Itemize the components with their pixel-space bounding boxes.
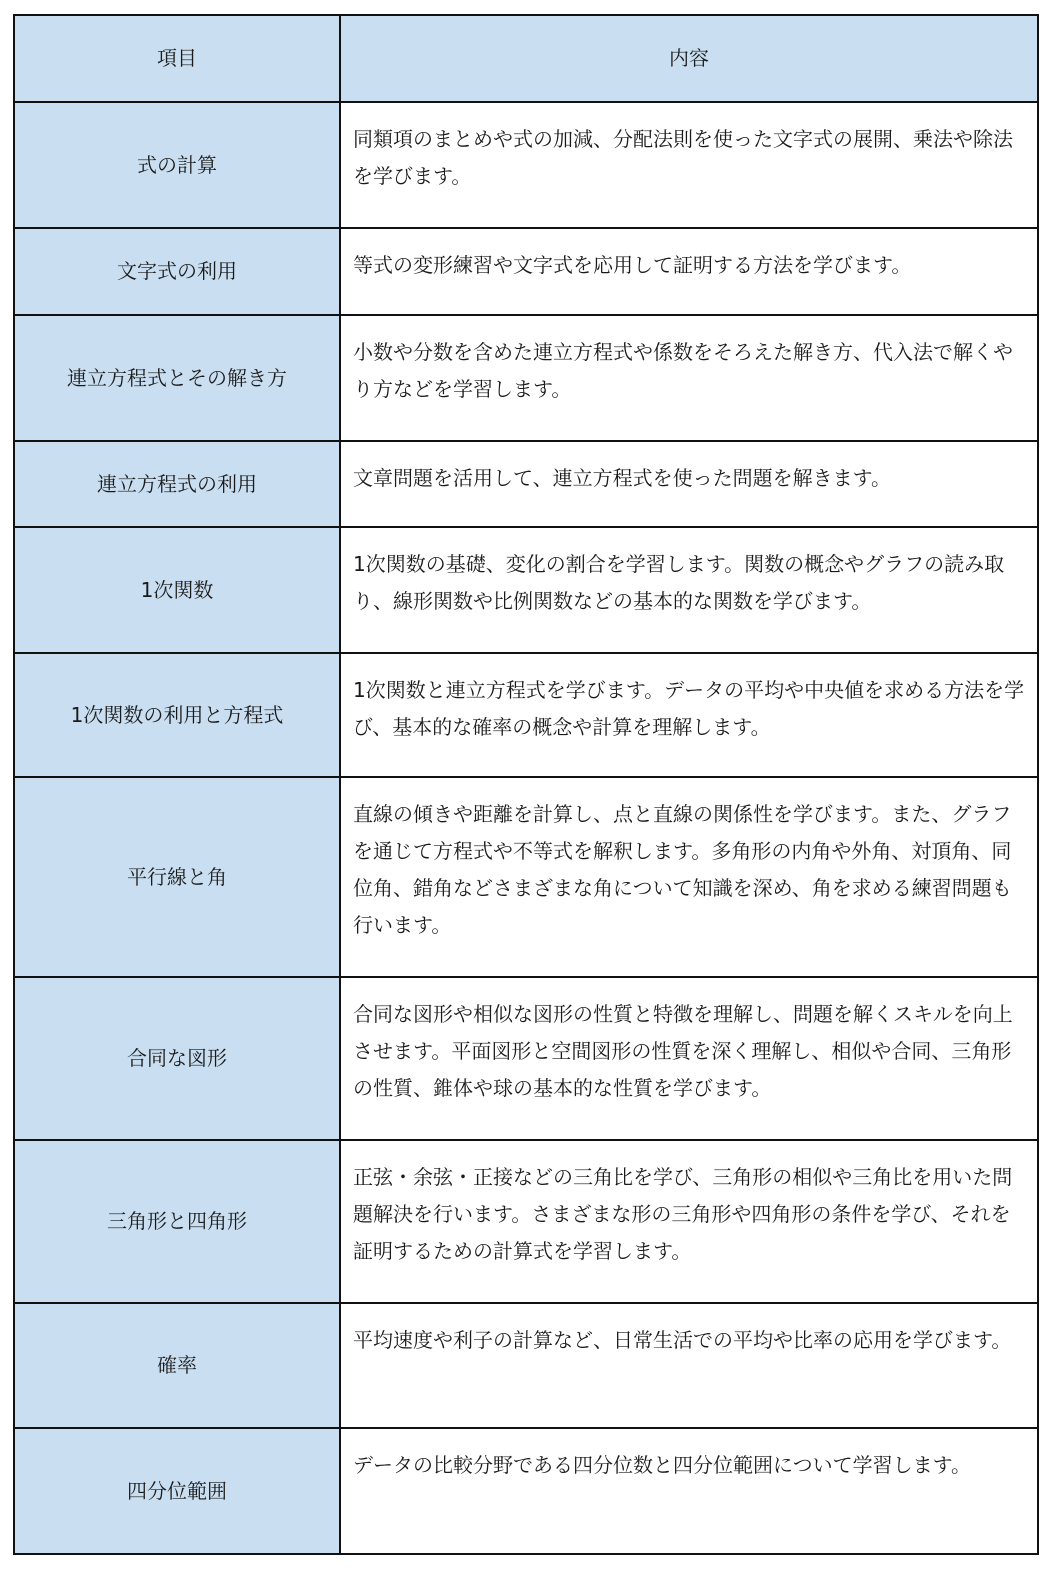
row-content: 直線の傾きや距離を計算し、点と直線の関係性を学びます。また、グラフを通じて方程式や不等式を解釈します。多角形の内角や外角、対頂角、同位角、錯角などさまざまな角について知識を深め、角を求める練習問題も行います。: [340, 777, 1038, 977]
curriculum-table: [13, 14, 1039, 1555]
row-content: 合同な図形や相似な図形の性質と特徴を理解し、問題を解くスキルを向上させます。平面図形と空間図形の性質を深く理解し、相似や合同、三角形の性質、錐体や球の基本的な性質を学びます。: [340, 977, 1038, 1140]
row-item: 文字式の利用: [14, 228, 340, 315]
row-item: 1次関数の利用と方程式: [14, 653, 340, 777]
table-row: [14, 1303, 1038, 1428]
table-row: [14, 653, 1038, 777]
table-row: [14, 441, 1038, 527]
table-header-row: [14, 15, 1038, 102]
row-item: 連立方程式とその解き方: [14, 315, 340, 441]
row-content: 1次関数の基礎、変化の割合を学習します。関数の概念やグラフの読み取り、線形関数や比例関数などの基本的な関数を学びます。: [340, 527, 1038, 653]
row-item: 三角形と四角形: [14, 1140, 340, 1303]
header-item: 項目: [14, 15, 340, 102]
row-content: データの比較分野である四分位数と四分位範囲について学習します。: [340, 1428, 1038, 1554]
table-row: [14, 102, 1038, 228]
table-row: [14, 1428, 1038, 1554]
row-content: 同類項のまとめや式の加減、分配法則を使った文字式の展開、乗法や除法を学びます。: [340, 102, 1038, 228]
row-content: 等式の変形練習や文字式を応用して証明する方法を学びます。: [340, 228, 1038, 315]
row-content: 平均速度や利子の計算など、日常生活での平均や比率の応用を学びます。: [340, 1303, 1038, 1428]
row-item: 平行線と角: [14, 777, 340, 977]
row-content: 小数や分数を含めた連立方程式や係数をそろえた解き方、代入法で解くやり方などを学習します。: [340, 315, 1038, 441]
curriculum-table-container: [13, 14, 1037, 1555]
table-row: [14, 977, 1038, 1140]
row-item: 四分位範囲: [14, 1428, 340, 1554]
row-item: 式の計算: [14, 102, 340, 228]
table-row: [14, 527, 1038, 653]
row-content: 文章問題を活用して、連立方程式を使った問題を解きます。: [340, 441, 1038, 527]
table-row: [14, 228, 1038, 315]
table-row: [14, 1140, 1038, 1303]
table-row: [14, 315, 1038, 441]
row-item: 合同な図形: [14, 977, 340, 1140]
row-item: 確率: [14, 1303, 340, 1428]
row-content: 正弦・余弦・正接などの三角比を学び、三角形の相似や三角比を用いた問題解決を行います。さまざまな形の三角形や四角形の条件を学び、それを証明するための計算式を学習します。: [340, 1140, 1038, 1303]
table-row: [14, 777, 1038, 977]
header-content: 内容: [340, 15, 1038, 102]
row-content: 1次関数と連立方程式を学びます。データの平均や中央値を求める方法を学び、基本的な確率の概念や計算を理解します。: [340, 653, 1038, 777]
row-item: 1次関数: [14, 527, 340, 653]
row-item: 連立方程式の利用: [14, 441, 340, 527]
